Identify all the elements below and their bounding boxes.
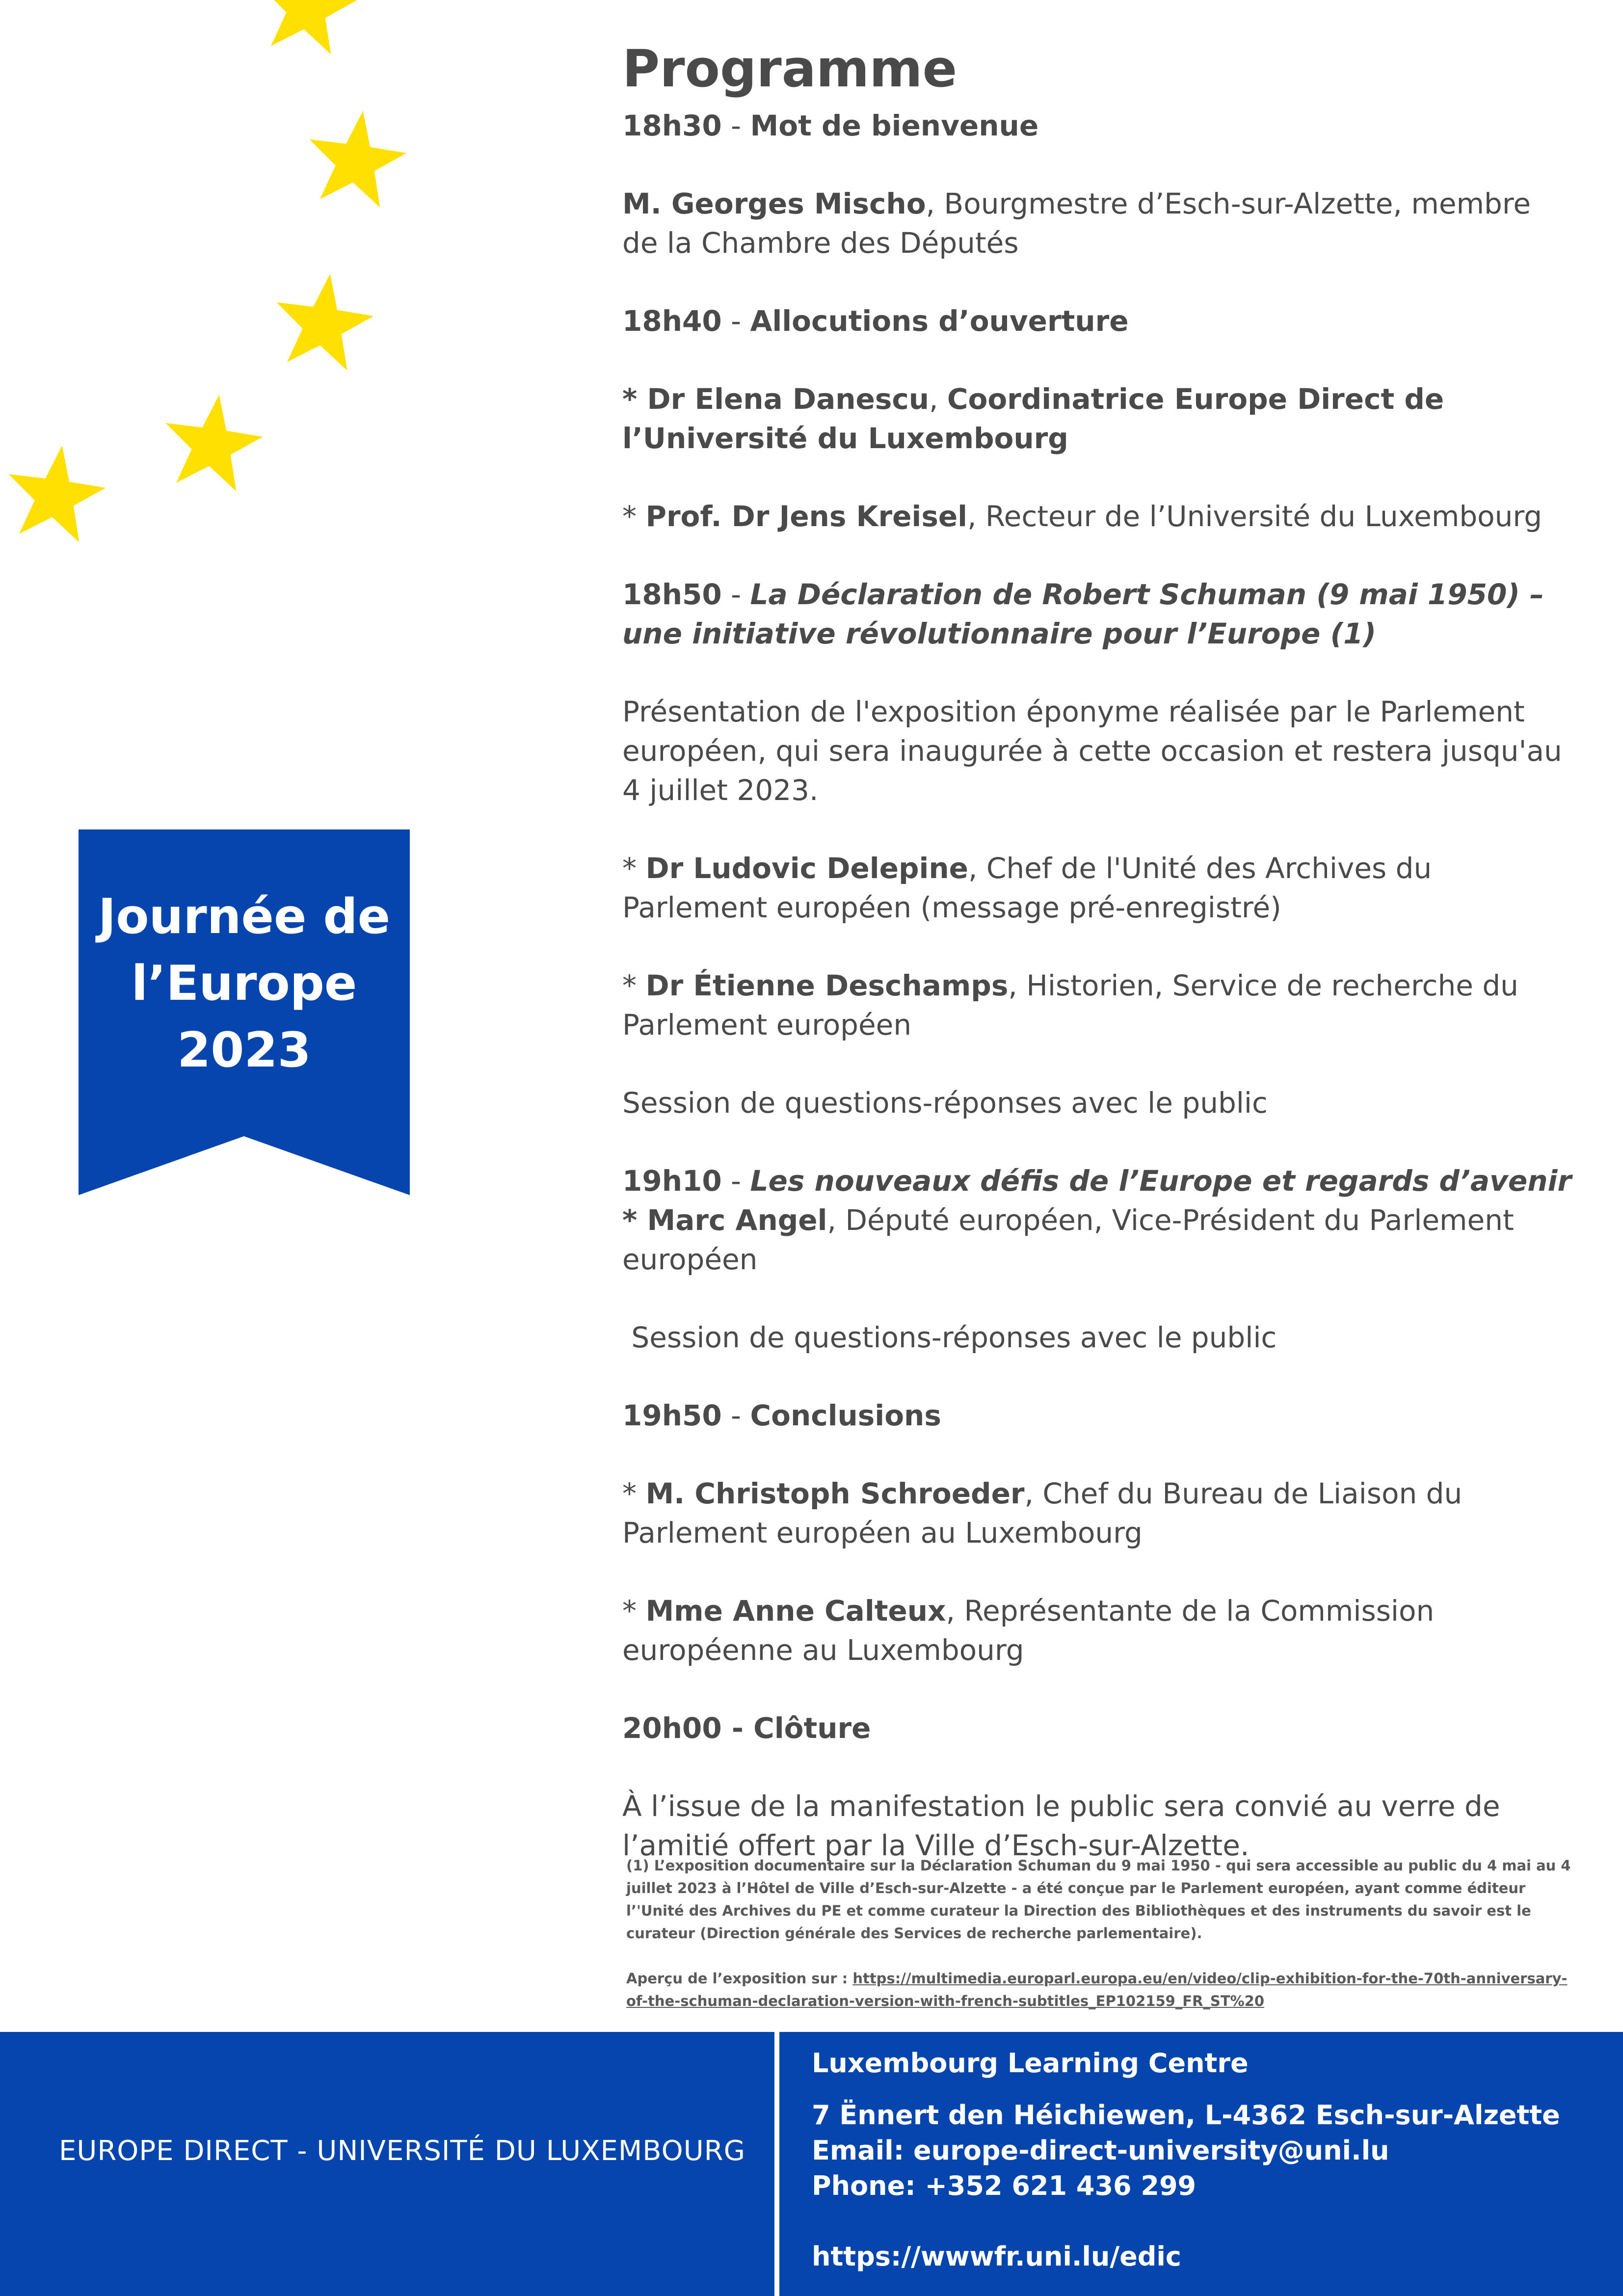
footnote-preview <box>626 1967 1573 2012</box>
speaker-deschamps: * Dr Étienne Deschamps, Historien, Service de recherche du Parlement européen <box>622 969 1518 1041</box>
programme-item-welcome: 18h30 - Mot de bienvenue <box>622 109 1039 142</box>
star-icon <box>252 0 362 57</box>
banner-line-1: Journée de <box>98 889 391 945</box>
footnote-text: (1) L’exposition documentaire sur la Déclaration Schuman du 9 mai 1950 - qui sera accessible au public du 4 mai au 4 juillet 2023 à l’Hôtel de Ville d’Esch-sur-Alzette - a été conçue par le Parlement européen, ayant comme éditeur l’'Unité des Archives du PE et comme curateur la Direction des Bibliothèques et des instruments du savoir est le curateur (Direction générale des Services de recherche parlementaire). <box>626 1857 1571 1942</box>
footer-venue-name: Luxembourg Learning Centre <box>812 2048 1249 2079</box>
footer-divider <box>774 2032 779 2296</box>
qa-session-2: Session de questions-réponses avec le public <box>622 1321 1277 1354</box>
exhibition-description: Présentation de l'exposition éponyme réalisée par le Parlement européen, qui sera inaugurée à cette occasion et restera jusqu'au 4 juillet 2023. <box>622 695 1562 807</box>
exhibition-preview-link[interactable]: https://multimedia.europarl.europa.eu/en/video/clip-exhibition-for-the-70th-anniversary-of-the-schuman-declaration-version-with-french-subtitles_EP102159_FR_ST%20 <box>626 1970 1568 2009</box>
banner-title <box>79 883 410 1084</box>
speaker-delepine: * Dr Ludovic Delepine, Chef de l'Unité des Archives du Parlement européen (message pré-enregistré) <box>622 852 1432 924</box>
footer-phone: Phone: +352 621 436 299 <box>812 2170 1197 2201</box>
speaker-schroeder: * M. Christoph Schroeder, Chef du Bureau de Liaison du Parlement européen au Luxembourg <box>622 1477 1463 1549</box>
footer-email[interactable]: Email: europe-direct-university@uni.lu <box>812 2135 1389 2166</box>
eu-stars-decoration <box>0 0 442 564</box>
speaker-kreisel: * Prof. Dr Jens Kreisel, Recteur de l’Université du Luxembourg <box>622 500 1543 533</box>
footer-website-link[interactable]: https://wwwfr.uni.lu/edic <box>812 2241 1181 2272</box>
programme-section <box>622 34 1574 1904</box>
programme-item-challenges: 19h10 - Les nouveaux défis de l’Europe et regards d’avenir <box>622 1164 1572 1198</box>
speaker-danescu: * Dr Elena Danescu, Coordinatrice Europe Direct de l’Université du Luxembourg <box>622 382 1444 455</box>
star-icon <box>268 267 378 373</box>
footnote <box>626 1854 1573 2012</box>
banner-line-2: l’Europe <box>131 956 357 1012</box>
qa-session-1: Session de questions-réponses avec le public <box>622 1086 1268 1120</box>
page-title: Programme <box>622 39 958 99</box>
star-icon <box>158 388 267 494</box>
programme-item-closing: 20h00 - Clôture <box>622 1711 871 1745</box>
footer <box>0 2032 1623 2296</box>
star-icon <box>0 439 110 545</box>
preview-label: Aperçu de l’exposition sur : <box>626 1970 853 1987</box>
closing-note: À l’issue de la manifestation le public sera convié au verre de l’amitié offert par la Ville d’Esch-sur-Alzette. <box>622 1789 1500 1862</box>
speaker-calteux: * Mme Anne Calteux, Représentante de la Commission européenne au Luxembourg <box>622 1594 1435 1667</box>
speaker-mischo: M. Georges Mischo, Bourgmestre d’Esch-sur-Alzette, membre de la Chambre des Députés <box>622 187 1531 260</box>
footer-organisation: EUROPE DIRECT - UNIVERSITÉ DU LUXEMBOURG <box>59 2135 745 2167</box>
programme-item-conclusions: 19h50 - Conclusions <box>622 1399 941 1432</box>
programme-item-opening: 18h40 - Allocutions d’ouverture <box>622 304 1129 338</box>
programme-item-schuman: 18h50 - La Déclaration de Robert Schuman (9 mai 1950) – une initiative révolutionnaire pour l’Europe (1) <box>622 578 1544 650</box>
footer-contact <box>812 2046 1560 2274</box>
star-icon <box>301 104 411 210</box>
footer-address: 7 Ënnert den Héichiewen, L-4362 Esch-sur-Alzette <box>812 2100 1560 2131</box>
speaker-angel: * Marc Angel, Député européen, Vice-Président du Parlement européen <box>622 1203 1514 1276</box>
banner-line-3: 2023 <box>177 1022 311 1078</box>
event-banner <box>79 829 410 1195</box>
